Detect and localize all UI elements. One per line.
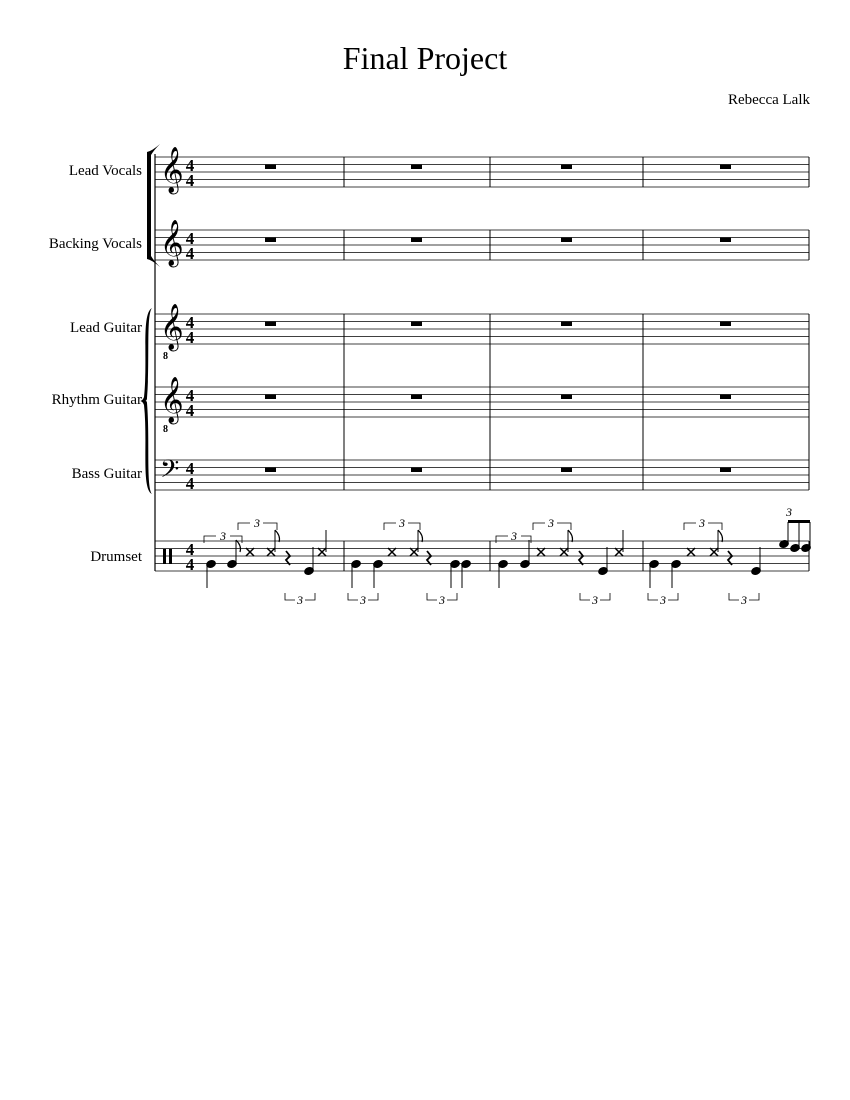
tuplet-number: 3 xyxy=(439,593,445,607)
tuplet-number: 3 xyxy=(220,529,226,543)
time-sig-num-bass-guitar: 4 xyxy=(185,459,195,478)
score-title: Final Project xyxy=(342,40,508,76)
instrument-name-lead-guitar: Lead Guitar xyxy=(69,320,142,336)
instrument-name-bass-guitar: Bass Guitar xyxy=(71,466,142,482)
tuplet-number: 3 xyxy=(699,516,705,530)
time-sig-den-bass-guitar: 4 xyxy=(185,474,195,493)
treble-clef-backing-vocals xyxy=(160,220,184,268)
drum-measure-4 xyxy=(649,520,812,588)
whole-rests xyxy=(265,165,731,473)
choir-bracket xyxy=(147,144,160,267)
time-sig-num-rhythm-guitar: 4 xyxy=(185,386,195,405)
tuplet-number: 3 xyxy=(660,593,666,607)
staff-lead-vocals xyxy=(155,157,809,187)
staff-backing-vocals xyxy=(155,230,809,260)
tuplet-number: 3 xyxy=(297,593,303,607)
svg-text:𝄞: 𝄞 xyxy=(160,304,184,350)
bass-clef-bass-guitar xyxy=(160,455,179,490)
tuplet-number: 3 xyxy=(360,593,366,607)
tuplet-number: 3 xyxy=(741,593,747,607)
tuplet-number: 3 xyxy=(511,529,517,543)
svg-text:8: 8 xyxy=(163,351,168,362)
drum-measure-2 xyxy=(351,530,472,588)
time-sig-num-lead-guitar: 4 xyxy=(185,313,195,332)
percussion-clef-drumset xyxy=(163,549,172,564)
time-sig-num-lead-vocals: 4 xyxy=(185,156,195,175)
svg-text:𝄞: 𝄞 xyxy=(160,377,184,423)
instrument-name-rhythm-guitar: Rhythm Guitar xyxy=(51,392,142,408)
treble-8-clef-lead-guitar xyxy=(160,304,184,362)
time-sig-num-backing-vocals: 4 xyxy=(185,229,195,248)
time-sig-den-backing-vocals: 4 xyxy=(185,244,195,263)
tuplet-number: 3 xyxy=(548,516,554,530)
tuplet-number: 3 xyxy=(786,505,792,519)
time-sig-den-drumset: 4 xyxy=(185,555,195,574)
svg-text:8: 8 xyxy=(163,424,168,435)
treble-8-clef-rhythm-guitar xyxy=(160,377,184,435)
composer-name: Rebecca Lalk xyxy=(727,92,810,108)
tuplet-number: 3 xyxy=(592,593,598,607)
time-sig-den-lead-guitar: 4 xyxy=(185,328,195,347)
instrument-brace xyxy=(140,308,152,494)
staff-lead-guitar xyxy=(155,314,809,344)
instrument-name-lead-vocals: Lead Vocals xyxy=(68,163,142,179)
barlines xyxy=(344,157,809,571)
time-sig-den-lead-vocals: 4 xyxy=(185,171,195,190)
treble-clef-lead-vocals xyxy=(160,147,184,195)
instrument-name-backing-vocals: Backing Vocals xyxy=(48,236,142,252)
svg-text:𝄞: 𝄞 xyxy=(160,220,184,266)
svg-text:𝄞: 𝄞 xyxy=(160,147,184,193)
staff-bass-guitar xyxy=(155,460,809,490)
time-sig-den-rhythm-guitar: 4 xyxy=(185,401,195,420)
tuplet-number: 3 xyxy=(399,516,405,530)
instrument-name-drumset: Drumset xyxy=(90,549,142,565)
staff-rhythm-guitar xyxy=(155,387,809,417)
time-sig-num-drumset: 4 xyxy=(185,540,195,559)
tuplet-number: 3 xyxy=(254,516,260,530)
svg-text:𝄢: 𝄢 xyxy=(160,455,180,490)
